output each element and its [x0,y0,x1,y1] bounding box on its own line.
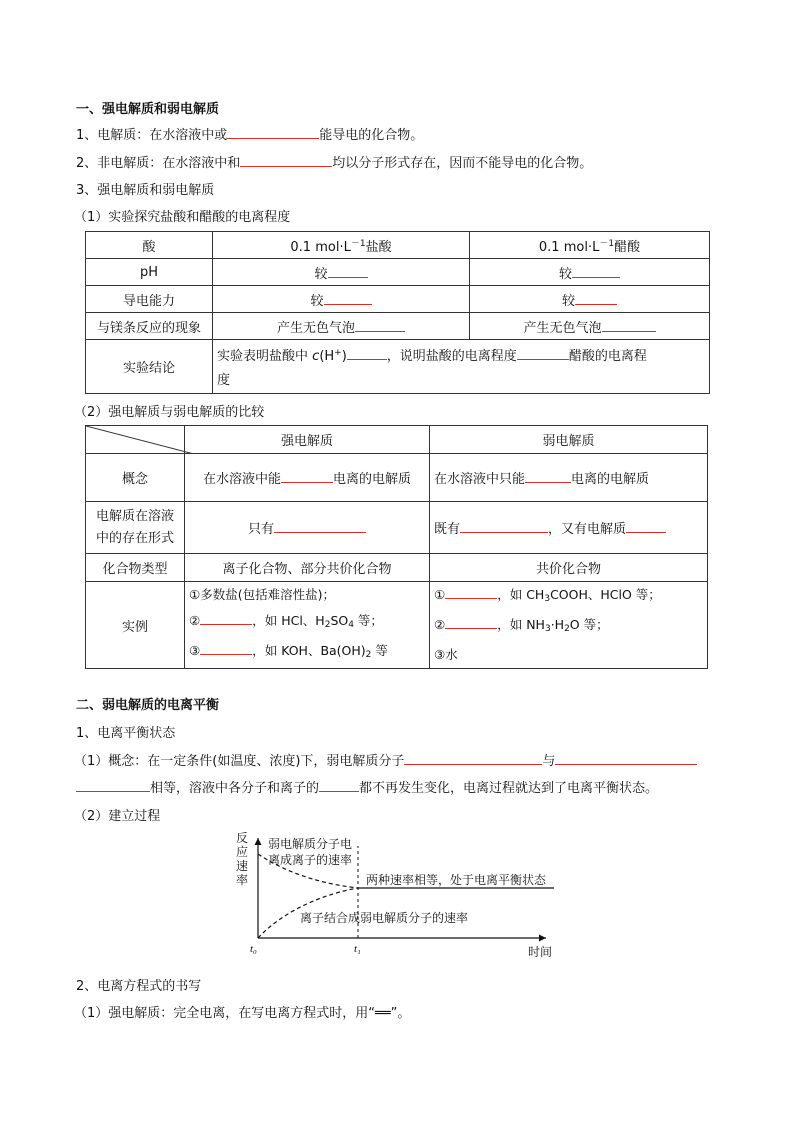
y-axis-label: 反 应 速 率 [236,831,249,887]
answer-blank[interactable] [240,152,332,167]
build-heading: （2）建立过程 [74,809,161,824]
t1-label: t₁ [354,943,361,955]
answer-blank[interactable] [328,263,368,278]
row-form-label: 电解质在溶液 中的存在形式 [86,502,185,554]
header-weak: 弱电解质 [430,426,708,454]
concept-line2: 相等，溶液中各分子和离子的 都不再发生变化，电离过程就达到了电离平衡状态。 [76,777,658,796]
cell: 在水溶液中只能 电离的电解质 [430,454,708,502]
cell: 较 [470,259,710,286]
section2-title: 二、弱电解质的电离平衡 [76,698,220,713]
answer-blank[interactable] [355,317,405,332]
answer-blank[interactable] [525,468,571,483]
cell: 只有 [185,502,430,554]
definition-electrolyte [76,124,423,143]
row-mg-label: 与镁条反应的现象 [86,313,213,340]
row-example-label: 实例 [86,582,185,669]
row-ph-label: pH [86,259,213,286]
item2-heading: 2、电离方程式的书写 [76,979,202,994]
answer-blank[interactable] [404,750,542,765]
row-conclusion-label: 实验结论 [86,340,213,394]
text: 1、电解质：在水溶液中或 [76,128,228,143]
x-axis-label: 时间 [528,945,553,959]
strong-weak-table [85,425,708,669]
item3-heading: 3、强电解质和弱电解质 [76,183,215,198]
header-hcl: 0.1 $mol\cdot L^{-1}$盐酸 [213,232,470,259]
cell: 既有 ，又有电解质 [430,502,708,554]
row-concept-label: 概念 [86,454,185,502]
text: 2、非电解质：在水溶液中和 [76,156,241,171]
equilibrium-label: 两种速率相等，处于电离平衡状态 [366,873,547,887]
answer-blank[interactable] [200,610,252,625]
answer-blank[interactable] [347,345,387,360]
cell: 离子化合物、部分共价化合物 [185,554,430,582]
answer-blank[interactable] [460,518,548,533]
cell: 共价化合物 [430,554,708,582]
text: 能导电的化合物。 [319,128,424,143]
row-type-label: 化合物类型 [86,554,185,582]
t0-label: t₀ [250,943,257,955]
answer-blank[interactable] [445,584,497,599]
answer-blank[interactable] [319,777,359,792]
answer-blank[interactable] [281,468,333,483]
header-acid: 酸 [86,232,213,259]
curve-bottom-label: 离子结合成弱电解质分子的速率 [300,911,469,925]
answer-blank[interactable] [517,345,569,360]
cell: 产生无色气泡 [470,313,710,340]
answer-blank[interactable] [626,518,666,533]
strong-electrolyte-equation: （1）强电解质：完全电离，在写电离方程式时，用“══”。 [74,1006,411,1021]
answer-blank[interactable] [76,777,150,792]
corner-cell [86,426,185,454]
item1-heading: 1、电离平衡状态 [76,726,176,741]
text: 均以分子形式存在，因而不能导电的化合物。 [332,156,593,171]
cell: 较 [213,259,470,286]
answer-blank[interactable] [602,317,656,332]
answer-blank[interactable] [445,614,497,629]
sub2-heading: （2）强电解质与弱电解质的比较 [74,405,265,420]
answer-blank[interactable] [575,290,617,305]
row-conductivity-label: 导电能力 [86,286,213,313]
cell: 在水溶液中能 电离的电解质 [185,454,430,502]
equilibrium-graph [228,826,568,962]
curve-top-label-2: 离成离子的速率 [268,853,353,867]
answer-blank[interactable] [572,263,620,278]
sub1-heading: （1）实验探究盐酸和醋酸的电离程度 [74,210,291,225]
definition-nonelectrolyte [76,152,592,171]
answer-blank[interactable] [200,640,252,655]
header-acetic: 0.1 $mol\cdot L^{-1}$醋酸 [470,232,710,259]
cell: ① ，如 $CH_3COOH$、HClO 等； ② ，如 $NH_3\cdot H_2O$ 等； ③水 [430,582,708,669]
answer-blank[interactable] [274,518,366,533]
cell: ①多数盐(包括难溶性盐)； ② ，如 HCl、$H_2SO_4$ 等； ③ ，如 KOH、$Ba(OH)_2$ 等 [185,582,430,669]
cell: 产生无色气泡 [213,313,470,340]
answer-blank[interactable] [555,750,697,765]
answer-blank[interactable] [227,124,319,139]
header-strong: 强电解质 [185,426,430,454]
answer-blank[interactable] [324,290,372,305]
section1-title: 一、强电解质和弱电解质 [76,102,220,117]
concept-line1: （1）概念：在一定条件(如温度、浓度)下，弱电解质分子 与 [74,750,697,769]
acid-comparison-table [85,231,710,394]
cell: 较 [213,286,470,313]
conclusion-cell: 实验表明盐酸中 c(H+) ，说明盐酸的电离程度 醋酸的电离程 度 [213,340,710,394]
diagonal-line [86,426,194,454]
curve-top-label-1: 弱电解质分子电 [268,837,353,851]
cell: 较 [470,286,710,313]
